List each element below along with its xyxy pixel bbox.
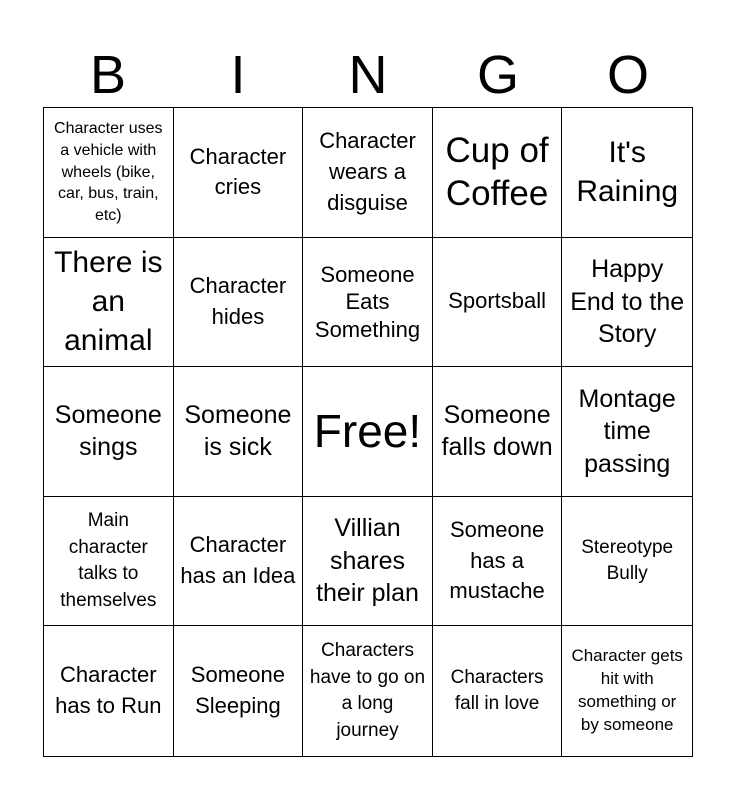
bingo-cell[interactable]: [303, 238, 433, 368]
bingo-cell[interactable]: [433, 108, 563, 238]
cell-label: Character hides: [189, 273, 287, 329]
bingo-cell[interactable]: [44, 497, 174, 627]
bingo-cell[interactable]: [303, 626, 433, 756]
bingo-cell[interactable]: [44, 626, 174, 756]
bingo-cell[interactable]: [433, 367, 563, 497]
cell-label: Character uses a vehicle with wheels (bike, car, bus, train, etc): [54, 120, 163, 224]
bingo-cell[interactable]: [303, 108, 433, 238]
bingo-cell[interactable]: [174, 497, 304, 627]
cell-label: Cup of Coffee: [445, 130, 549, 214]
bingo-cell[interactable]: [44, 108, 174, 238]
cell-label: Someone Sleeping: [190, 662, 285, 719]
bingo-board: [43, 107, 693, 757]
bingo-header: [43, 42, 693, 108]
cell-label: Character wears a disguise: [319, 128, 416, 215]
cell-label: Someone sings: [54, 400, 162, 462]
cell-label: Stereotype Bully: [581, 536, 674, 585]
bingo-cell[interactable]: [174, 108, 304, 238]
cell-label: Someone Eats Something: [314, 261, 421, 342]
header-letter-i: I: [230, 45, 246, 105]
header-letter-b: B: [89, 45, 127, 105]
header-letter-g: G: [476, 45, 519, 105]
bingo-cell[interactable]: [303, 497, 433, 627]
header-letter-n: N: [348, 45, 388, 105]
bingo-cell[interactable]: [433, 626, 563, 756]
cell-label: Characters have to go on a long journey: [309, 640, 426, 741]
cell-label: There is an animal: [54, 246, 163, 358]
cell-label: Montage time passing: [578, 384, 676, 478]
cell-label: Someone falls down: [441, 400, 553, 462]
bingo-cell[interactable]: [562, 626, 692, 756]
cell-label: Character has an Idea: [180, 532, 296, 589]
cell-label: Happy End to the Story: [570, 255, 685, 349]
cell-label: Sportsball: [448, 288, 547, 314]
cell-label: Someone is sick: [184, 400, 292, 462]
bingo-cell[interactable]: [562, 108, 692, 238]
cell-label: Character gets hit with something or by someone: [571, 646, 683, 735]
cell-label: Free!: [313, 405, 422, 458]
cell-label: Character has to Run: [55, 662, 162, 719]
bingo-cell[interactable]: [174, 367, 304, 497]
bingo-cell[interactable]: [562, 497, 692, 627]
cell-label: Villian shares their plan: [316, 514, 419, 608]
bingo-cell[interactable]: [433, 238, 563, 368]
bingo-cell[interactable]: [433, 497, 563, 627]
cell-label: Characters fall in love: [450, 666, 544, 715]
bingo-cell[interactable]: [174, 626, 304, 756]
header-letter-o: O: [606, 45, 649, 105]
cell-label: It's Raining: [576, 136, 679, 209]
cell-label: Character cries: [189, 143, 287, 200]
bingo-cell[interactable]: [44, 367, 174, 497]
bingo-cell[interactable]: [174, 238, 304, 368]
bingo-cell[interactable]: [44, 238, 174, 368]
bingo-cell[interactable]: [562, 367, 692, 497]
bingo-cell[interactable]: [562, 238, 692, 368]
bingo-cell-free[interactable]: [303, 367, 433, 497]
cell-label: Main character talks to themselves: [60, 509, 157, 611]
cell-label: Someone has a mustache: [449, 516, 545, 604]
